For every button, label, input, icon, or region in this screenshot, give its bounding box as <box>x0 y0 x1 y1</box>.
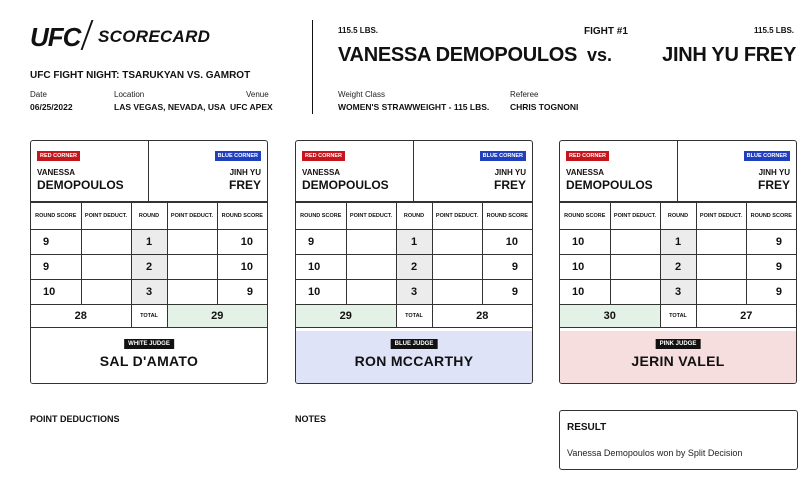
blue-round-score: 10 <box>217 230 267 255</box>
red-fighter-last-name: DEMOPOULOS <box>302 178 389 192</box>
round-header: ROUND <box>660 203 696 230</box>
header-divider <box>312 20 313 114</box>
round-number: 3 <box>396 280 432 305</box>
blue-round-score: 9 <box>482 255 532 280</box>
total-row <box>31 305 267 328</box>
score-row <box>560 255 796 280</box>
judge-scorecard-1 <box>30 140 268 384</box>
blue-round-score: 10 <box>482 230 532 255</box>
red-point-deduct <box>81 280 131 305</box>
blue-total: 28 <box>432 305 532 328</box>
red-fighter-last-name: DEMOPOULOS <box>37 178 124 192</box>
judge-name: SAL D'AMATO <box>99 353 199 369</box>
blue-round-score: 9 <box>746 230 796 255</box>
score-table <box>31 202 267 328</box>
round-number: 2 <box>660 255 696 280</box>
blue-fighter-last-name: FREY <box>493 178 526 192</box>
date-value: 06/25/2022 <box>30 102 73 112</box>
point-deduct-header: POINT DEDUCT. <box>346 203 396 230</box>
red-fighter-last-name: DEMOPOULOS <box>566 178 653 192</box>
score-row <box>31 280 267 305</box>
result-box <box>559 410 798 470</box>
blue-fighter-first-name: JINH YU <box>494 168 526 177</box>
red-fighter-first-name: VANESSA <box>37 168 76 177</box>
logo-divider <box>81 20 94 50</box>
blue-fighter-name: JINH YU FREY <box>662 44 796 66</box>
red-round-score: 9 <box>31 255 81 280</box>
red-fighter-weight: 115.5 LBS. <box>338 26 379 35</box>
judge-panel <box>296 331 532 383</box>
red-round-score: 10 <box>31 280 81 305</box>
weight-class-value: WOMEN'S STRAWWEIGHT - 115 LBS. <box>338 102 490 112</box>
blue-fighter-last-name: FREY <box>228 178 261 192</box>
round-number: 1 <box>660 230 696 255</box>
red-total: 28 <box>31 305 131 328</box>
red-point-deduct <box>81 255 131 280</box>
red-round-score: 10 <box>560 280 610 305</box>
location-label: Location <box>114 90 145 99</box>
round-number: 2 <box>396 255 432 280</box>
venue-label: Venue <box>246 90 269 99</box>
red-point-deduct <box>346 280 396 305</box>
judge-badge: PINK JUDGE <box>656 339 701 349</box>
score-row <box>560 230 796 255</box>
red-total: 29 <box>296 305 396 328</box>
red-point-deduct <box>81 230 131 255</box>
blue-round-score: 9 <box>482 280 532 305</box>
red-fighter-name: VANESSA DEMOPOULOS <box>338 44 578 66</box>
round-header: ROUND <box>131 203 167 230</box>
location-value: LAS VEGAS, NEVADA, USA <box>114 102 226 112</box>
blue-corner-badge: BLUE CORNER <box>215 151 261 161</box>
blue-total: 29 <box>167 305 267 328</box>
round-number: 3 <box>660 280 696 305</box>
total-label: TOTAL <box>660 305 696 328</box>
judge-scorecard-2 <box>295 140 533 384</box>
date-label: Date <box>30 90 47 99</box>
round-number: 3 <box>131 280 167 305</box>
ufc-logo: UFC <box>30 22 81 52</box>
red-fighter-first-name: VANESSA <box>566 168 605 177</box>
round-score-header: ROUND SCORE <box>746 203 796 230</box>
total-row <box>560 305 796 328</box>
venue-value: UFC APEX <box>230 102 273 112</box>
round-score-header: ROUND SCORE <box>31 203 81 230</box>
red-round-score: 10 <box>560 255 610 280</box>
red-point-deduct <box>610 255 660 280</box>
result-text: Vanessa Demopoulos won by Split Decision <box>567 448 743 458</box>
red-corner-badge: RED CORNER <box>566 151 609 161</box>
score-row <box>296 280 532 305</box>
round-score-header: ROUND SCORE <box>296 203 346 230</box>
blue-point-deduct <box>696 255 746 280</box>
blue-total: 27 <box>696 305 796 328</box>
point-deduct-header: POINT DEDUCT. <box>610 203 660 230</box>
blue-corner-badge: BLUE CORNER <box>744 151 790 161</box>
referee-value: CHRIS TOGNONI <box>510 102 579 112</box>
point-deduct-header: POINT DEDUCT. <box>81 203 131 230</box>
blue-corner-badge: BLUE CORNER <box>480 151 526 161</box>
blue-point-deduct <box>167 230 217 255</box>
blue-round-score: 9 <box>746 255 796 280</box>
blue-point-deduct <box>696 280 746 305</box>
weight-class-label: Weight Class <box>338 90 385 99</box>
red-corner-badge: RED CORNER <box>302 151 345 161</box>
red-total: 30 <box>560 305 660 328</box>
red-fighter-first-name: VANESSA <box>302 168 341 177</box>
blue-fighter-weight: 115.5 LBS. <box>754 26 795 35</box>
scorecard-title: SCORECARD <box>98 27 211 46</box>
red-point-deduct <box>346 255 396 280</box>
point-deduct-header: POINT DEDUCT. <box>167 203 217 230</box>
red-round-score: 10 <box>296 255 346 280</box>
blue-point-deduct <box>167 280 217 305</box>
red-round-score: 9 <box>296 230 346 255</box>
red-round-score: 10 <box>296 280 346 305</box>
blue-fighter-first-name: JINH YU <box>229 168 261 177</box>
blue-point-deduct <box>696 230 746 255</box>
total-label: TOTAL <box>396 305 432 328</box>
red-point-deduct <box>610 280 660 305</box>
judge-badge: BLUE JUDGE <box>391 339 438 349</box>
corner-header <box>31 141 267 202</box>
judge-name: RON MCCARTHY <box>354 353 474 369</box>
judge-name: JERIN VALEL <box>631 353 725 369</box>
judge-panel <box>560 331 796 383</box>
vs-label: vs. <box>587 45 613 65</box>
blue-fighter-last-name: FREY <box>757 178 790 192</box>
blue-point-deduct <box>432 230 482 255</box>
round-header: ROUND <box>396 203 432 230</box>
round-score-header: ROUND SCORE <box>217 203 267 230</box>
score-row <box>560 280 796 305</box>
blue-point-deduct <box>167 255 217 280</box>
score-row <box>31 255 267 280</box>
round-score-header: ROUND SCORE <box>560 203 610 230</box>
red-round-score: 9 <box>31 230 81 255</box>
corner-header <box>296 141 532 202</box>
blue-round-score: 9 <box>746 280 796 305</box>
round-number: 1 <box>396 230 432 255</box>
score-row <box>31 230 267 255</box>
corner-divider <box>148 141 149 201</box>
score-table <box>560 202 796 328</box>
judge-panel <box>31 331 267 383</box>
score-table <box>296 202 532 328</box>
round-score-header: ROUND SCORE <box>482 203 532 230</box>
total-label: TOTAL <box>131 305 167 328</box>
total-row <box>296 305 532 328</box>
blue-round-score: 10 <box>217 255 267 280</box>
red-round-score: 10 <box>560 230 610 255</box>
score-row <box>296 230 532 255</box>
round-number: 1 <box>131 230 167 255</box>
corner-header <box>560 141 796 202</box>
score-row <box>296 255 532 280</box>
blue-fighter-first-name: JINH YU <box>758 168 790 177</box>
corner-divider <box>677 141 678 201</box>
judge-scorecard-3 <box>559 140 797 384</box>
event-name: UFC FIGHT NIGHT: TSARUKYAN VS. GAMROT <box>30 70 251 81</box>
judge-badge: WHITE JUDGE <box>124 339 174 349</box>
red-corner-badge: RED CORNER <box>37 151 80 161</box>
point-deductions-heading: POINT DEDUCTIONS <box>30 414 120 424</box>
point-deduct-header: POINT DEDUCT. <box>696 203 746 230</box>
referee-label: Referee <box>510 90 539 99</box>
fight-number: FIGHT #1 <box>584 26 628 37</box>
red-point-deduct <box>610 230 660 255</box>
round-number: 2 <box>131 255 167 280</box>
blue-round-score: 9 <box>217 280 267 305</box>
result-heading: RESULT <box>567 422 607 433</box>
blue-point-deduct <box>432 255 482 280</box>
corner-divider <box>413 141 414 201</box>
red-point-deduct <box>346 230 396 255</box>
point-deduct-header: POINT DEDUCT. <box>432 203 482 230</box>
notes-heading: NOTES <box>295 414 327 424</box>
blue-point-deduct <box>432 280 482 305</box>
